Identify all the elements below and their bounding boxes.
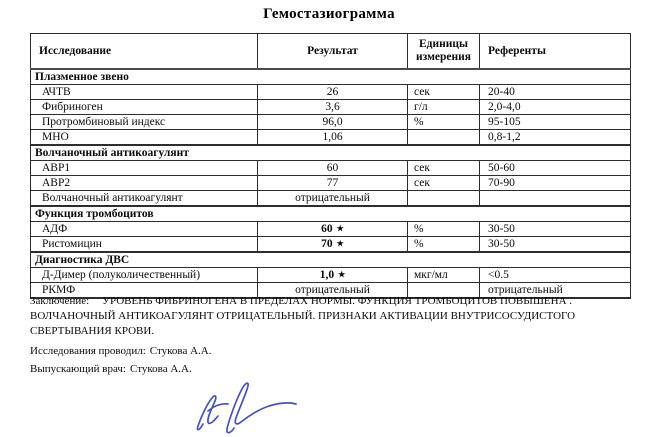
table-row bbox=[31, 222, 631, 237]
col-header-result: Результат bbox=[258, 34, 408, 70]
test-units: сек bbox=[408, 161, 480, 176]
section-label: Функция тромбоцитов bbox=[31, 206, 631, 222]
test-ref: 30-50 bbox=[480, 237, 631, 253]
test-result: отрицательный bbox=[258, 191, 408, 207]
conclusion-label: Заключение: bbox=[30, 295, 90, 307]
conclusion-line: ВОЛЧАНОЧНЫЙ АНТИКОАГУЛЯНТ ОТРИЦАТЕЛЬНЫЙ. ПРИЗНАКИ АКТИВАЦИИ ВНУТРИСОСУДИСТОГО bbox=[30, 310, 576, 322]
signature-stroke bbox=[197, 396, 218, 430]
table-header-row bbox=[31, 34, 631, 70]
test-name: Ристомицин bbox=[31, 237, 258, 253]
test-units: сек bbox=[408, 176, 480, 191]
test-result: отрицательный bbox=[258, 283, 408, 299]
abnormal-star-icon: ★ bbox=[338, 269, 346, 279]
section-row-dic bbox=[31, 252, 631, 268]
issuing-doctor-name: Стукова А.А. bbox=[130, 363, 192, 375]
table-row bbox=[31, 130, 631, 146]
test-name: АВР2 bbox=[31, 176, 258, 191]
table-row bbox=[31, 176, 631, 191]
results-table bbox=[30, 33, 631, 299]
test-name: МНО bbox=[31, 130, 258, 146]
test-ref: отрицательный bbox=[480, 283, 631, 299]
table-row bbox=[31, 237, 631, 253]
test-result: 3,6 bbox=[258, 100, 408, 115]
section-label: Диагностика ДВС bbox=[31, 252, 631, 268]
test-result: 60 bbox=[258, 161, 408, 176]
performed-by-line bbox=[30, 345, 211, 357]
test-units bbox=[408, 130, 480, 146]
test-units: % bbox=[408, 237, 480, 253]
test-name: АДФ bbox=[31, 222, 258, 237]
section-row-lupus bbox=[31, 145, 631, 161]
section-row-plasma bbox=[31, 69, 631, 85]
test-name: АВР1 bbox=[31, 161, 258, 176]
test-result: 26 bbox=[258, 85, 408, 100]
conclusion-line bbox=[30, 294, 630, 309]
conclusion-text: УРОВЕНЬ ФИБРИНОГЕНА В ПРЕДЕЛАХ НОРМЫ. ФУНКЦИЯ ТРОМБОЦИТОВ ПОВЫШЕНА . bbox=[102, 295, 573, 307]
test-ref: 50-60 bbox=[480, 161, 631, 176]
test-units: г/л bbox=[408, 100, 480, 115]
signature-stroke bbox=[227, 383, 296, 433]
test-result: 1,0 ★ bbox=[258, 268, 408, 283]
table-row bbox=[31, 85, 631, 100]
test-units bbox=[408, 191, 480, 207]
test-name: Фибриноген bbox=[31, 100, 258, 115]
table-row bbox=[31, 100, 631, 115]
section-row-platelets bbox=[31, 206, 631, 222]
test-result: 60 ★ bbox=[258, 222, 408, 237]
test-name: РКМФ bbox=[31, 283, 258, 299]
test-result: 1,06 bbox=[258, 130, 408, 146]
test-result: 77 bbox=[258, 176, 408, 191]
conclusion-line: СВЕРТЫВАНИЯ КРОВИ. bbox=[30, 325, 155, 337]
test-ref: 0,8-1,2 bbox=[480, 130, 631, 146]
col-header-ref: Референты bbox=[480, 34, 631, 70]
test-units: % bbox=[408, 115, 480, 130]
test-ref: 30-50 bbox=[480, 222, 631, 237]
page-title: Гемостазиограмма bbox=[263, 6, 395, 22]
test-result: 70 ★ bbox=[258, 237, 408, 253]
test-name: Волчаночный антикоагулянт bbox=[31, 191, 258, 207]
test-ref: 2,0-4,0 bbox=[480, 100, 631, 115]
section-label: Волчаночный антикоагулянт bbox=[31, 145, 631, 161]
test-ref: 70-90 bbox=[480, 176, 631, 191]
section-label: Плазменное звено bbox=[31, 69, 631, 85]
test-ref bbox=[480, 191, 631, 207]
table-row bbox=[31, 115, 631, 130]
table-row bbox=[31, 161, 631, 176]
conclusion-block bbox=[30, 294, 630, 339]
performed-by-name: Стукова А.А. bbox=[149, 345, 212, 357]
test-ref: 20-40 bbox=[480, 85, 631, 100]
test-name: АЧТВ bbox=[31, 85, 258, 100]
table-row bbox=[31, 191, 631, 207]
issuing-doctor-line bbox=[30, 363, 192, 375]
test-units: мкг/мл bbox=[408, 268, 480, 283]
test-ref: <0.5 bbox=[480, 268, 631, 283]
signature bbox=[190, 374, 310, 436]
col-header-test: Исследование bbox=[31, 34, 258, 70]
col-header-units: Единицы измерения bbox=[408, 34, 480, 70]
test-units: сек bbox=[408, 85, 480, 100]
test-result: 96,0 bbox=[258, 115, 408, 130]
performed-by-label: Исследования проводил: bbox=[30, 345, 146, 357]
table-row bbox=[31, 268, 631, 283]
issuing-doctor-label: Выпускающий врач: bbox=[30, 363, 126, 375]
abnormal-star-icon: ★ bbox=[336, 223, 344, 233]
test-ref: 95-105 bbox=[480, 115, 631, 130]
test-name: Протромбиновый индекс bbox=[31, 115, 258, 130]
test-units: % bbox=[408, 222, 480, 237]
abnormal-star-icon: ★ bbox=[336, 238, 344, 248]
test-name: Д-Димер (полуколичественный) bbox=[31, 268, 258, 283]
